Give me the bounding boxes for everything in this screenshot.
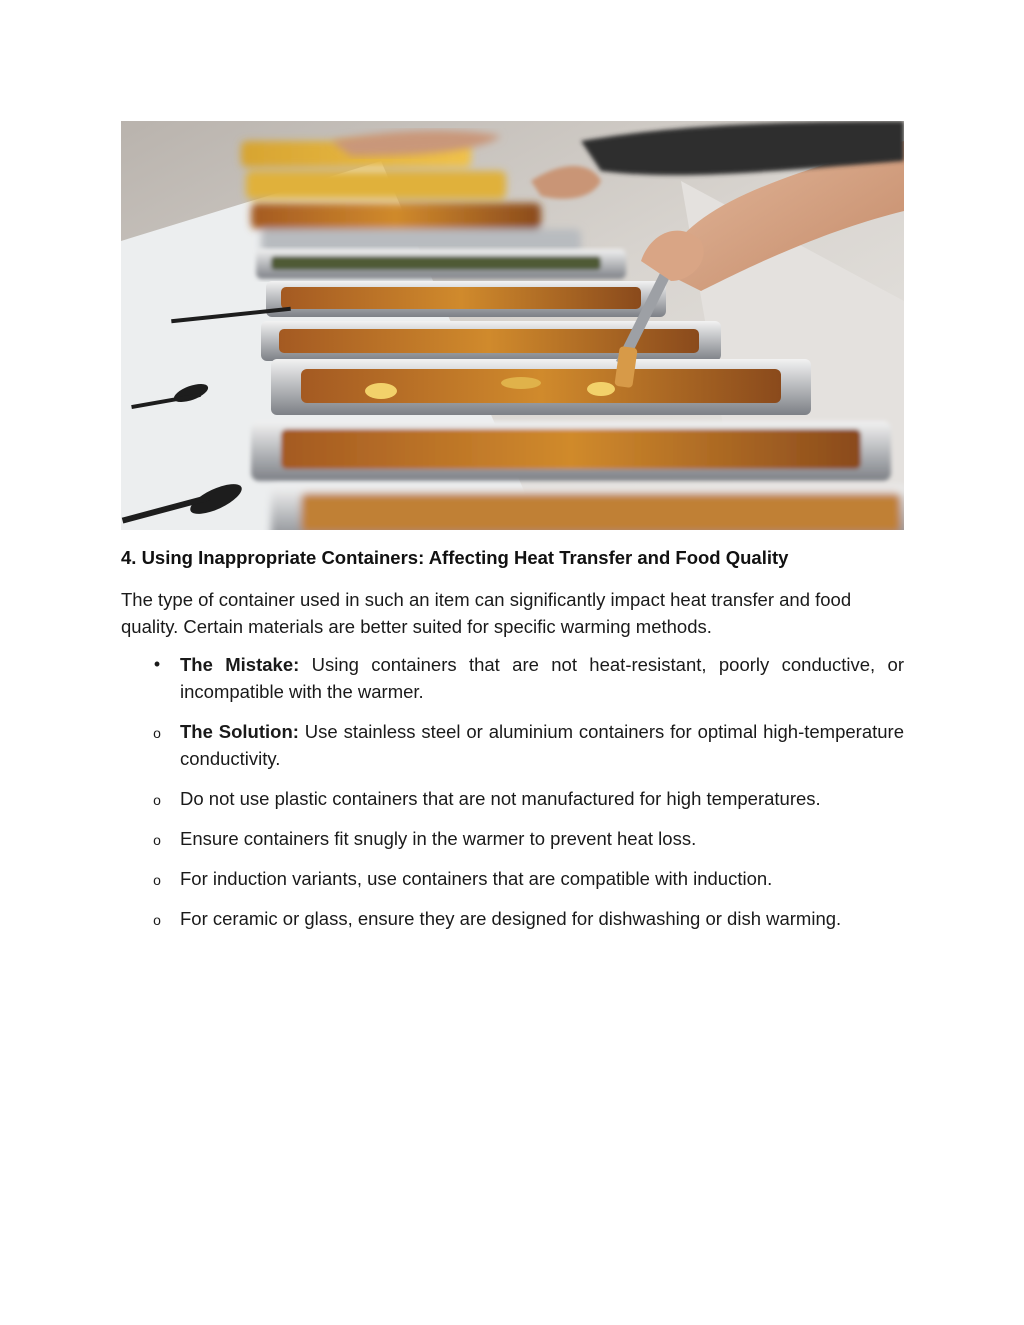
bullet-circle-icon: o bbox=[153, 832, 161, 848]
mistake-label: The Mistake: bbox=[180, 654, 300, 675]
solution-label: The Solution: bbox=[180, 721, 299, 742]
mistake-text: Using containers that are not heat-resistant, poorly conductive, or incompatible with the warmer. bbox=[180, 654, 904, 702]
list-item bbox=[121, 825, 904, 852]
intro-paragraph: The type of container used in such an item can significantly impact heat transfer and food quality. Certain materials are better suited for specific warming methods. bbox=[121, 589, 852, 637]
bullet-circle-icon: o bbox=[153, 912, 161, 928]
buffet-illustration bbox=[121, 121, 904, 530]
bullet-circle-icon: o bbox=[153, 725, 161, 741]
section-heading: 4. Using Inappropriate Containers: Affecting Heat Transfer and Food Quality bbox=[121, 547, 789, 568]
tip-text: Do not use plastic containers that are not manufactured for high temperatures. bbox=[180, 788, 821, 809]
list-item bbox=[121, 785, 904, 812]
bullet-circle-icon: o bbox=[153, 872, 161, 888]
tip-text: For induction variants, use containers that are compatible with induction. bbox=[180, 868, 773, 889]
bullet-circle-icon: o bbox=[153, 792, 161, 808]
tip-text: For ceramic or glass, ensure they are designed for dishwashing or dish warming. bbox=[180, 908, 842, 929]
solution-text: Use stainless steel or aluminium containers for optimal high-temperature conductivity. bbox=[180, 721, 904, 769]
list-item bbox=[121, 905, 904, 932]
list-item-mistake bbox=[121, 651, 904, 705]
list-item bbox=[121, 865, 904, 892]
buffet-photo bbox=[121, 121, 904, 530]
article-section bbox=[121, 546, 904, 945]
tip-text: Ensure containers fit snugly in the warmer to prevent heat loss. bbox=[180, 828, 697, 849]
advice-list bbox=[121, 651, 904, 932]
bullet-disc-icon: • bbox=[153, 654, 161, 674]
list-item-solution bbox=[121, 718, 904, 772]
